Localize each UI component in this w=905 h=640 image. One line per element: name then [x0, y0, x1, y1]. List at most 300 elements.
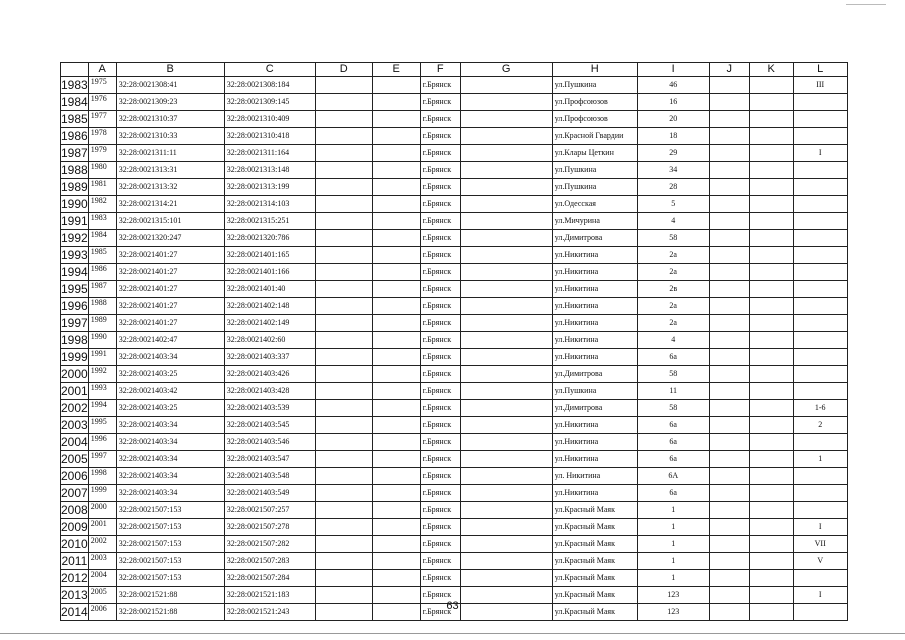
cell-l[interactable] — [793, 94, 847, 111]
cell-i[interactable]: 58 — [637, 400, 709, 417]
cell-c[interactable]: 32:28:0021309:145 — [224, 94, 315, 111]
cell-a[interactable]: 1992 — [88, 366, 116, 383]
cell-c[interactable]: 32:28:0021507:282 — [224, 536, 315, 553]
cell-c[interactable]: 32:28:0021403:426 — [224, 366, 315, 383]
row-header[interactable]: 1993 — [61, 248, 88, 262]
cell-h[interactable]: ул.Клары Цеткин — [552, 145, 637, 162]
cell-f[interactable]: г.Брянск — [420, 315, 460, 332]
cell-g[interactable] — [460, 400, 552, 417]
cell-k[interactable] — [749, 553, 793, 570]
row-header[interactable]: 1990 — [61, 197, 88, 211]
cell-j[interactable] — [709, 570, 749, 587]
cell-c[interactable]: 32:28:0021521:183 — [224, 587, 315, 604]
cell-e[interactable] — [372, 451, 420, 468]
cell-a[interactable]: 1981 — [88, 179, 116, 196]
row-header[interactable]: 1995 — [61, 282, 88, 296]
cell-k[interactable] — [749, 162, 793, 179]
cell-f[interactable]: г.Брянск — [420, 536, 460, 553]
cell-h[interactable]: ул.Димитрова — [552, 400, 637, 417]
row-header[interactable]: 1996 — [61, 299, 88, 313]
cell-i[interactable]: 58 — [637, 366, 709, 383]
cell-l[interactable] — [793, 298, 847, 315]
cell-a[interactable]: 1985 — [88, 247, 116, 264]
cell-d[interactable] — [315, 77, 372, 94]
cell-k[interactable] — [749, 196, 793, 213]
cell-g[interactable] — [460, 94, 552, 111]
cell-g[interactable] — [460, 247, 552, 264]
cell-k[interactable] — [749, 349, 793, 366]
cell-f[interactable]: г.Брянск — [420, 604, 460, 621]
cell-b[interactable]: 32:28:0021403:25 — [116, 400, 224, 417]
cell-d[interactable] — [315, 519, 372, 536]
cell-a[interactable]: 2002 — [88, 536, 116, 553]
cell-e[interactable] — [372, 536, 420, 553]
cell-b[interactable]: 32:28:0021403:34 — [116, 485, 224, 502]
cell-f[interactable]: г.Брянск — [420, 196, 460, 213]
cell-d[interactable] — [315, 196, 372, 213]
cell-c[interactable]: 32:28:0021308:184 — [224, 77, 315, 94]
cell-b[interactable]: 32:28:0021403:34 — [116, 451, 224, 468]
cell-c[interactable]: 32:28:0021507:284 — [224, 570, 315, 587]
cell-f[interactable]: г.Брянск — [420, 162, 460, 179]
cell-f[interactable]: г.Брянск — [420, 417, 460, 434]
cell-h[interactable]: ул.Красный Маяк — [552, 502, 637, 519]
cell-e[interactable] — [372, 213, 420, 230]
cell-l[interactable]: V — [793, 553, 847, 570]
cell-l[interactable] — [793, 179, 847, 196]
cell-e[interactable] — [372, 162, 420, 179]
cell-h[interactable]: ул.Никитина — [552, 298, 637, 315]
cell-i[interactable]: 34 — [637, 162, 709, 179]
cell-c[interactable]: 32:28:0021507:278 — [224, 519, 315, 536]
cell-i[interactable]: 46 — [637, 77, 709, 94]
cell-i[interactable]: 2а — [637, 315, 709, 332]
cell-j[interactable] — [709, 502, 749, 519]
cell-g[interactable] — [460, 451, 552, 468]
cell-f[interactable]: г.Брянск — [420, 587, 460, 604]
cell-k[interactable] — [749, 128, 793, 145]
cell-d[interactable] — [315, 553, 372, 570]
cell-g[interactable] — [460, 213, 552, 230]
cell-d[interactable] — [315, 247, 372, 264]
cell-l[interactable] — [793, 128, 847, 145]
cell-j[interactable] — [709, 196, 749, 213]
cell-b[interactable]: 32:28:0021310:37 — [116, 111, 224, 128]
cell-g[interactable] — [460, 77, 552, 94]
cell-d[interactable] — [315, 315, 372, 332]
cell-e[interactable] — [372, 485, 420, 502]
cell-l[interactable] — [793, 230, 847, 247]
cell-e[interactable] — [372, 281, 420, 298]
row-header[interactable]: 1986 — [61, 129, 88, 143]
cell-d[interactable] — [315, 451, 372, 468]
cell-g[interactable] — [460, 145, 552, 162]
cell-f[interactable]: г.Брянск — [420, 451, 460, 468]
cell-e[interactable] — [372, 196, 420, 213]
row-header[interactable]: 2006 — [61, 469, 88, 483]
cell-f[interactable]: г.Брянск — [420, 434, 460, 451]
cell-b[interactable]: 32:28:0021403:42 — [116, 383, 224, 400]
cell-d[interactable] — [315, 417, 372, 434]
cell-i[interactable]: 1 — [637, 553, 709, 570]
cell-i[interactable]: 2в — [637, 281, 709, 298]
row-header[interactable]: 2012 — [61, 571, 88, 585]
cell-k[interactable] — [749, 230, 793, 247]
cell-f[interactable]: г.Брянск — [420, 298, 460, 315]
cell-i[interactable]: 1 — [637, 502, 709, 519]
cell-c[interactable]: 32:28:0021507:257 — [224, 502, 315, 519]
cell-e[interactable] — [372, 111, 420, 128]
cell-j[interactable] — [709, 145, 749, 162]
cell-l[interactable] — [793, 213, 847, 230]
cell-a[interactable]: 1976 — [88, 94, 116, 111]
cell-a[interactable]: 1995 — [88, 417, 116, 434]
cell-d[interactable] — [315, 349, 372, 366]
row-header[interactable]: 1983 — [61, 78, 88, 92]
cell-j[interactable] — [709, 349, 749, 366]
row-header[interactable]: 2008 — [61, 503, 88, 517]
cell-b[interactable]: 32:28:0021315:101 — [116, 213, 224, 230]
cell-j[interactable] — [709, 264, 749, 281]
cell-k[interactable] — [749, 366, 793, 383]
cell-a[interactable]: 1986 — [88, 264, 116, 281]
cell-f[interactable]: г.Брянск — [420, 400, 460, 417]
cell-l[interactable]: I — [793, 519, 847, 536]
cell-g[interactable] — [460, 298, 552, 315]
cell-f[interactable]: г.Брянск — [420, 570, 460, 587]
cell-f[interactable]: г.Брянск — [420, 111, 460, 128]
cell-k[interactable] — [749, 502, 793, 519]
cell-c[interactable]: 32:28:0021310:418 — [224, 128, 315, 145]
cell-i[interactable]: 6а — [637, 417, 709, 434]
cell-a[interactable]: 1987 — [88, 281, 116, 298]
cell-e[interactable] — [372, 128, 420, 145]
cell-j[interactable] — [709, 485, 749, 502]
cell-f[interactable]: г.Брянск — [420, 349, 460, 366]
cell-g[interactable] — [460, 366, 552, 383]
row-header[interactable]: 1999 — [61, 350, 88, 364]
cell-c[interactable]: 32:28:0021401:165 — [224, 247, 315, 264]
column-header-f[interactable]: F — [420, 63, 460, 77]
cell-d[interactable] — [315, 366, 372, 383]
cell-g[interactable] — [460, 485, 552, 502]
row-header[interactable]: 2011 — [61, 554, 88, 568]
cell-e[interactable] — [372, 77, 420, 94]
cell-l[interactable] — [793, 485, 847, 502]
cell-j[interactable] — [709, 77, 749, 94]
cell-k[interactable] — [749, 315, 793, 332]
cell-c[interactable]: 32:28:0021320:786 — [224, 230, 315, 247]
cell-l[interactable] — [793, 315, 847, 332]
cell-e[interactable] — [372, 179, 420, 196]
column-header-g[interactable]: G — [460, 63, 552, 77]
cell-b[interactable]: 32:28:0021401:27 — [116, 298, 224, 315]
cell-a[interactable]: 1991 — [88, 349, 116, 366]
cell-h[interactable]: ул.Профсоюзов — [552, 94, 637, 111]
cell-c[interactable]: 32:28:0021521:243 — [224, 604, 315, 621]
cell-c[interactable]: 32:28:0021403:539 — [224, 400, 315, 417]
cell-c[interactable]: 32:28:0021311:164 — [224, 145, 315, 162]
cell-i[interactable]: 11 — [637, 383, 709, 400]
cell-c[interactable]: 32:28:0021313:148 — [224, 162, 315, 179]
cell-d[interactable] — [315, 383, 372, 400]
cell-h[interactable]: ул.Никитина — [552, 264, 637, 281]
cell-g[interactable] — [460, 281, 552, 298]
cell-a[interactable]: 2000 — [88, 502, 116, 519]
cell-g[interactable] — [460, 264, 552, 281]
cell-b[interactable]: 32:28:0021401:27 — [116, 264, 224, 281]
cell-h[interactable]: ул.Пушкина — [552, 383, 637, 400]
cell-b[interactable]: 32:28:0021401:27 — [116, 315, 224, 332]
cell-d[interactable] — [315, 298, 372, 315]
cell-c[interactable]: 32:28:0021310:409 — [224, 111, 315, 128]
cell-d[interactable] — [315, 145, 372, 162]
cell-i[interactable]: 2а — [637, 247, 709, 264]
cell-l[interactable]: 1-6 — [793, 400, 847, 417]
cell-c[interactable]: 32:28:0021403:548 — [224, 468, 315, 485]
cell-j[interactable] — [709, 247, 749, 264]
cell-l[interactable] — [793, 366, 847, 383]
cell-d[interactable] — [315, 128, 372, 145]
cell-b[interactable]: 32:28:0021402:47 — [116, 332, 224, 349]
cell-g[interactable] — [460, 111, 552, 128]
cell-f[interactable]: г.Брянск — [420, 94, 460, 111]
cell-k[interactable] — [749, 434, 793, 451]
cell-c[interactable]: 32:28:0021403:549 — [224, 485, 315, 502]
cell-d[interactable] — [315, 281, 372, 298]
cell-i[interactable]: 4 — [637, 332, 709, 349]
cell-i[interactable]: 1 — [637, 536, 709, 553]
cell-g[interactable] — [460, 417, 552, 434]
cell-k[interactable] — [749, 264, 793, 281]
cell-b[interactable]: 32:28:0021310:33 — [116, 128, 224, 145]
cell-b[interactable]: 32:28:0021507:153 — [116, 502, 224, 519]
cell-l[interactable] — [793, 502, 847, 519]
cell-c[interactable]: 32:28:0021402:148 — [224, 298, 315, 315]
cell-h[interactable]: ул.Красный Маяк — [552, 519, 637, 536]
cell-j[interactable] — [709, 434, 749, 451]
cell-e[interactable] — [372, 468, 420, 485]
row-header[interactable]: 1988 — [61, 163, 88, 177]
cell-l[interactable]: III — [793, 77, 847, 94]
cell-g[interactable] — [460, 349, 552, 366]
cell-d[interactable] — [315, 162, 372, 179]
cell-k[interactable] — [749, 383, 793, 400]
column-header-i[interactable]: I — [637, 63, 709, 77]
cell-j[interactable] — [709, 128, 749, 145]
cell-l[interactable]: 1 — [793, 451, 847, 468]
cell-j[interactable] — [709, 315, 749, 332]
row-header[interactable]: 1985 — [61, 112, 88, 126]
column-header-b[interactable]: B — [116, 63, 224, 77]
cell-d[interactable] — [315, 400, 372, 417]
cell-h[interactable]: ул.Никитина — [552, 434, 637, 451]
cell-h[interactable]: ул.Профсоюзов — [552, 111, 637, 128]
cell-l[interactable] — [793, 196, 847, 213]
row-header[interactable]: 2001 — [61, 384, 88, 398]
cell-i[interactable]: 29 — [637, 145, 709, 162]
cell-a[interactable]: 1983 — [88, 213, 116, 230]
row-header[interactable]: 1994 — [61, 265, 88, 279]
row-header[interactable]: 1998 — [61, 333, 88, 347]
cell-g[interactable] — [460, 553, 552, 570]
cell-h[interactable]: ул.Никитина — [552, 281, 637, 298]
cell-a[interactable]: 1990 — [88, 332, 116, 349]
row-header[interactable]: 2004 — [61, 435, 88, 449]
cell-b[interactable]: 32:28:0021320:247 — [116, 230, 224, 247]
cell-f[interactable]: г.Брянск — [420, 332, 460, 349]
cell-i[interactable]: 6а — [637, 485, 709, 502]
row-header[interactable]: 2000 — [61, 367, 88, 381]
cell-k[interactable] — [749, 247, 793, 264]
cell-k[interactable] — [749, 77, 793, 94]
column-header-e[interactable]: E — [372, 63, 420, 77]
cell-c[interactable]: 32:28:0021314:103 — [224, 196, 315, 213]
cell-b[interactable]: 32:28:0021403:34 — [116, 468, 224, 485]
cell-e[interactable] — [372, 145, 420, 162]
cell-c[interactable]: 32:28:0021403:337 — [224, 349, 315, 366]
cell-l[interactable] — [793, 332, 847, 349]
cell-k[interactable] — [749, 485, 793, 502]
cell-g[interactable] — [460, 434, 552, 451]
cell-k[interactable] — [749, 94, 793, 111]
cell-c[interactable]: 32:28:0021401:40 — [224, 281, 315, 298]
cell-h[interactable]: ул.Красный Маяк — [552, 553, 637, 570]
row-header[interactable]: 2002 — [61, 401, 88, 415]
cell-h[interactable]: ул.Никитина — [552, 349, 637, 366]
cell-a[interactable]: 2004 — [88, 570, 116, 587]
row-header[interactable]: 1984 — [61, 95, 88, 109]
cell-c[interactable]: 32:28:0021403:547 — [224, 451, 315, 468]
cell-c[interactable]: 32:28:0021403:428 — [224, 383, 315, 400]
cell-i[interactable]: 123 — [637, 587, 709, 604]
cell-c[interactable]: 32:28:0021403:545 — [224, 417, 315, 434]
cell-i[interactable]: 6А — [637, 468, 709, 485]
cell-g[interactable] — [460, 315, 552, 332]
cell-j[interactable] — [709, 230, 749, 247]
cell-b[interactable]: 32:28:0021403:34 — [116, 434, 224, 451]
cell-j[interactable] — [709, 162, 749, 179]
cell-f[interactable]: г.Брянск — [420, 502, 460, 519]
cell-a[interactable]: 1975 — [88, 77, 116, 94]
cell-h[interactable]: ул.Красный Маяк — [552, 604, 637, 621]
cell-e[interactable] — [372, 502, 420, 519]
cell-l[interactable]: 2 — [793, 417, 847, 434]
cell-h[interactable]: ул.Пушкина — [552, 162, 637, 179]
cell-c[interactable]: 32:28:0021313:199 — [224, 179, 315, 196]
cell-i[interactable]: 2а — [637, 298, 709, 315]
cell-d[interactable] — [315, 485, 372, 502]
column-header-a[interactable]: A — [88, 63, 116, 77]
cell-i[interactable]: 6а — [637, 434, 709, 451]
cell-b[interactable]: 32:28:0021313:32 — [116, 179, 224, 196]
cell-e[interactable] — [372, 94, 420, 111]
row-header[interactable]: 2013 — [61, 588, 88, 602]
cell-j[interactable] — [709, 451, 749, 468]
cell-l[interactable] — [793, 264, 847, 281]
cell-i[interactable]: 16 — [637, 94, 709, 111]
cell-a[interactable]: 2003 — [88, 553, 116, 570]
cell-j[interactable] — [709, 553, 749, 570]
cell-c[interactable]: 32:28:0021401:166 — [224, 264, 315, 281]
cell-k[interactable] — [749, 298, 793, 315]
cell-d[interactable] — [315, 264, 372, 281]
row-header[interactable]: 2007 — [61, 486, 88, 500]
cell-e[interactable] — [372, 349, 420, 366]
cell-d[interactable] — [315, 502, 372, 519]
cell-c[interactable]: 32:28:0021402:60 — [224, 332, 315, 349]
cell-l[interactable]: VII — [793, 536, 847, 553]
cell-g[interactable] — [460, 196, 552, 213]
cell-l[interactable] — [793, 281, 847, 298]
cell-j[interactable] — [709, 94, 749, 111]
cell-l[interactable] — [793, 247, 847, 264]
cell-i[interactable]: 1 — [637, 519, 709, 536]
cell-k[interactable] — [749, 400, 793, 417]
cell-a[interactable]: 2005 — [88, 587, 116, 604]
cell-d[interactable] — [315, 468, 372, 485]
cell-f[interactable]: г.Брянск — [420, 485, 460, 502]
cell-a[interactable]: 1984 — [88, 230, 116, 247]
row-header[interactable]: 1992 — [61, 231, 88, 245]
cell-f[interactable]: г.Брянск — [420, 179, 460, 196]
cell-j[interactable] — [709, 281, 749, 298]
cell-l[interactable]: I — [793, 587, 847, 604]
cell-b[interactable]: 32:28:0021313:31 — [116, 162, 224, 179]
cell-j[interactable] — [709, 298, 749, 315]
cell-g[interactable] — [460, 179, 552, 196]
cell-h[interactable]: ул.Никитина — [552, 485, 637, 502]
cell-c[interactable]: 32:28:0021315:251 — [224, 213, 315, 230]
cell-k[interactable] — [749, 519, 793, 536]
cell-j[interactable] — [709, 332, 749, 349]
row-header[interactable]: 2014 — [61, 605, 88, 619]
cell-l[interactable] — [793, 162, 847, 179]
cell-i[interactable]: 20 — [637, 111, 709, 128]
row-header[interactable]: 2009 — [61, 520, 88, 534]
cell-l[interactable] — [793, 468, 847, 485]
cell-d[interactable] — [315, 213, 372, 230]
cell-k[interactable] — [749, 332, 793, 349]
row-header[interactable]: 2003 — [61, 418, 88, 432]
cell-j[interactable] — [709, 213, 749, 230]
row-header[interactable]: 1991 — [61, 214, 88, 228]
cell-e[interactable] — [372, 315, 420, 332]
cell-a[interactable]: 1998 — [88, 468, 116, 485]
cell-i[interactable]: 1 — [637, 570, 709, 587]
cell-a[interactable]: 2006 — [88, 604, 116, 621]
cell-f[interactable]: г.Брянск — [420, 128, 460, 145]
cell-l[interactable]: I — [793, 145, 847, 162]
cell-g[interactable] — [460, 502, 552, 519]
cell-g[interactable] — [460, 162, 552, 179]
cell-j[interactable] — [709, 179, 749, 196]
row-header[interactable]: 1997 — [61, 316, 88, 330]
column-header-c[interactable]: C — [224, 63, 315, 77]
cell-a[interactable]: 1999 — [88, 485, 116, 502]
cell-b[interactable]: 32:28:0021521:88 — [116, 604, 224, 621]
cell-f[interactable]: г.Брянск — [420, 468, 460, 485]
cell-b[interactable]: 32:28:0021507:153 — [116, 553, 224, 570]
cell-a[interactable]: 1994 — [88, 400, 116, 417]
cell-k[interactable] — [749, 281, 793, 298]
cell-c[interactable]: 32:28:0021403:546 — [224, 434, 315, 451]
cell-h[interactable]: ул.Одесская — [552, 196, 637, 213]
cell-i[interactable]: 123 — [637, 604, 709, 621]
cell-a[interactable]: 1980 — [88, 162, 116, 179]
cell-a[interactable]: 1996 — [88, 434, 116, 451]
cell-j[interactable] — [709, 366, 749, 383]
